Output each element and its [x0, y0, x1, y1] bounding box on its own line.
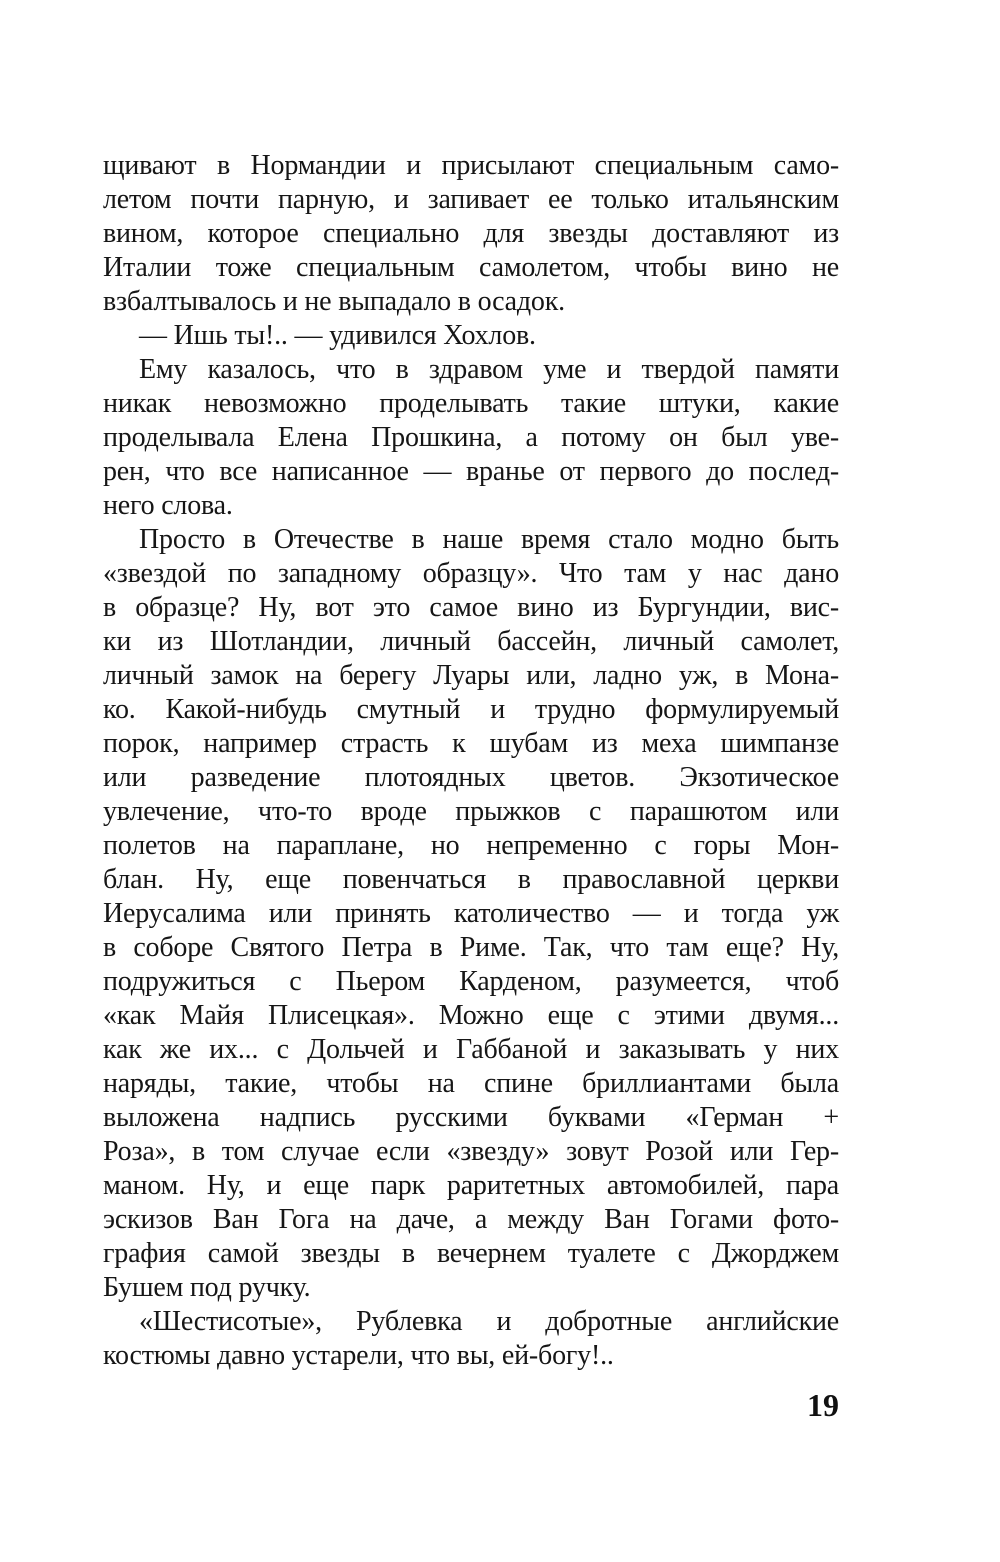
text-line: личный замок на берегу Луары или, ладно уж, в Мона- [103, 660, 839, 691]
text-line: маном. Ну, и еще парк раритетных автомобилей, пара [103, 1170, 839, 1201]
text-line: Ему казалось, что в здравом уме и твердой памяти [139, 354, 839, 385]
text-line: подружиться с Пьером Карденом, разумеется, чтоб [103, 966, 839, 997]
text-line: Иерусалима или принять католичество — и тогда уж [103, 898, 839, 929]
text-line: блан. Ну, еще повенчаться в православной церкви [103, 864, 839, 895]
text-line: проделывала Елена Прошкина, а потому он был уве- [103, 422, 839, 453]
text-line: в образце? Ну, вот это самое вино из Бургундии, вис- [103, 592, 839, 623]
text-line: эскизов Ван Гога на даче, а между Ван Гогами фото- [103, 1204, 839, 1235]
text-line: костюмы давно устарели, что вы, ей-богу!.. [103, 1340, 614, 1371]
text-line: взбалтывалось и не выпадало в осадок. [103, 286, 565, 317]
text-line: выложена надпись русскими буквами «Герман + [103, 1102, 839, 1133]
text-line: «звездой по западному образцу». Что там у нас дано [103, 558, 839, 589]
paragraph [103, 353, 839, 523]
text-line: наряды, такие, чтобы на спине бриллиантами была [103, 1068, 839, 1099]
text-line: Италии тоже специальным самолетом, чтобы вино не [103, 252, 839, 283]
text-line: него слова. [103, 490, 233, 521]
paragraph [103, 1305, 839, 1373]
text-line: как же их... с Дольчей и Габбаной и заказывать у них [103, 1034, 839, 1065]
text-line: или разведение плотоядных цветов. Экзотическое [103, 762, 839, 793]
text-line: Просто в Отечестве в наше время стало модно быть [139, 524, 839, 555]
text-line: рен, что все написанное — вранье от первого до послед- [103, 456, 839, 487]
text-line: Роза», в том случае если «звезду» зовут Розой или Гер- [103, 1136, 839, 1167]
text-line: в соборе Святого Петра в Риме. Так, что там еще? Ну, [103, 932, 839, 963]
text-line: Бушем под ручку. [103, 1272, 311, 1303]
text-line: полетов на параплане, но непременно с горы Мон- [103, 830, 839, 861]
text-block [103, 149, 839, 1373]
text-line: летом почти парную, и запивает ее только итальянским [103, 184, 839, 215]
text-line: «как Майя Плисецкая». Можно еще с этими двумя... [103, 1000, 839, 1031]
paragraph [103, 319, 839, 353]
paragraph [103, 523, 839, 1305]
text-line: ки из Шотландии, личный бассейн, личный самолет, [103, 626, 839, 657]
text-line: вином, которое специально для звезды доставляют из [103, 218, 839, 249]
text-line: — Ишь ты!.. — удивился Хохлов. [139, 320, 536, 351]
text-line: щивают в Нормандии и присылают специальным само- [103, 150, 839, 181]
page-number: 19 [807, 1387, 839, 1423]
text-line: никак невозможно проделывать такие штуки, какие [103, 388, 839, 419]
text-line: порок, например страсть к шубам из меха шимпанзе [103, 728, 839, 759]
text-line: графия самой звезды в вечернем туалете с Джорджем [103, 1238, 839, 1269]
text-line: ко. Какой-нибудь смутный и трудно формулируемый [103, 694, 839, 725]
text-line: увлечение, что-то вроде прыжков с парашютом или [103, 796, 839, 827]
text-line: «Шестисотые», Рублевка и добротные английские [139, 1306, 839, 1337]
paragraph [103, 149, 839, 319]
